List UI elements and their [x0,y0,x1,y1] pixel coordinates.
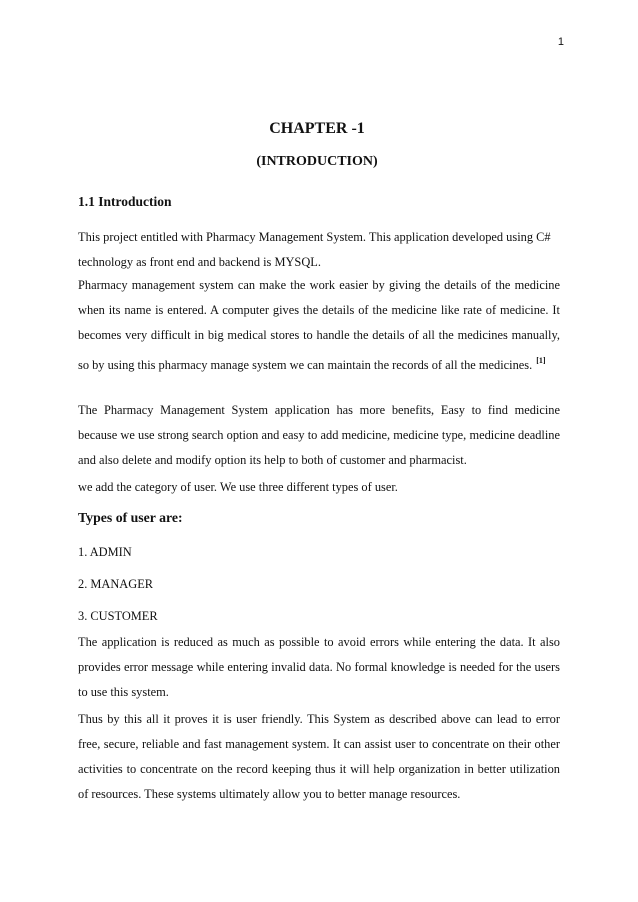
chapter-subtitle: (INTRODUCTION) [256,154,378,169]
list-item-manager: 2. MANAGER [78,577,154,591]
section-heading: 1.1 Introduction [78,194,172,209]
paragraph-description [78,273,560,378]
list-item-customer: 3. CUSTOMER [78,609,158,623]
paragraph-error-handling: The application is reduced as much as possible to avoid errors while entering the data. It also provides error message while entering invalid data. No formal knowledge is needed for the users to use this system. [78,635,560,699]
page-number: 1 [557,36,564,48]
paragraph-conclusion: Thus by this all it proves it is user friendly. This System as described above can lead to error free, secure, reliable and fast management system. It can assist user to concentrate on their other activities to concentrate on the record keeping thus it will help organization in better utilization of resources. These systems ultimately allow you to better manage resources. [78,712,560,801]
types-heading: Types of user are: [78,510,183,525]
citation: [1] [536,356,546,365]
list-item-admin: 1. ADMIN [78,545,132,559]
paragraph-benefits: The Pharmacy Management System application has more benefits, Easy to find medicine because we use strong search option and easy to add medicine, medicine type, medicine deadline and also delete and modify option its help to both of customer and pharmacist. [78,403,560,467]
chapter-title: CHAPTER -1 [269,120,365,137]
paragraph-user-category: we add the category of user. We use three different types of user. [78,480,398,494]
paragraph-intro: This project entitled with Pharmacy Management System. This application developed using C# technology as front end and backend is MYSQL. [78,230,551,269]
paragraph-description-text: Pharmacy management system can make the work easier by giving the details of the medicine when its name is entered. A computer gives the details of the medicine like rate of medicine. It becomes very difficult in big medical stores to handle the details of all the medicines manually, so by using this pharmacy manage system we can maintain the records of all the medicines. [78,278,560,372]
